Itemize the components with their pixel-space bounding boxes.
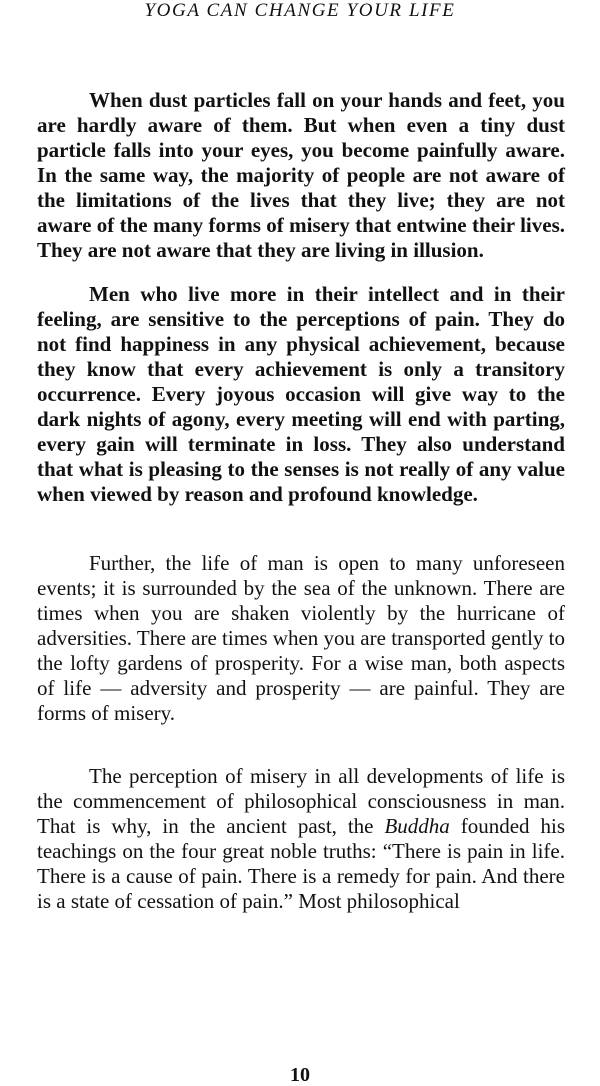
- buddha-italic: Buddha: [384, 814, 450, 838]
- paragraph-text-after-buddha: founded his teachings on the four great noble truths: “There is pain in life. There is a cause of pain. There is a remedy for pain. And there is a state of cessation of pain.” Most philosophical: [37, 814, 565, 913]
- page-number: 10: [290, 1064, 310, 1086]
- body-text: [37, 88, 565, 914]
- paragraph-text-before-buddha: The perception of misery in all developments of life is the commencement of philosophical consciousness in man. That is why, in the ancient past, the: [37, 764, 565, 838]
- paragraph-intellect-feeling: Men who live more in their intellect and in their feeling, are sensitive to the perceptions of pain. They do not find happiness in any physical achievement, because they know that every achievement is only a transitory occurrence. Every joyous occasion will give way to the dark nights of agony, every meeting will end with parting, every gain will terminate in loss. They also understand that what is pleasing to the senses is not really of any value when viewed by reason and profound knowledge.: [37, 282, 565, 506]
- paragraph-dust-particles: When dust particles fall on your hands and feet, you are hardly aware of them. But when even a tiny dust particle falls into your eyes, you become painfully aware. In the same way, the majority of people are not aware of the limitations of the lives that they live; they are not aware of the many forms of misery that entwine their lives. They are not aware that they are living in illusion.: [37, 88, 565, 262]
- paragraph-life-unforeseen: Further, the life of man is open to many unforeseen events; it is surrounded by the sea of the unknown. There are times when you are shaken violently by the hurricane of adversities. There are times when you are transported gently to the lofty gardens of prosperity. For a wise man, both aspects of life — adversity and prosperity — are painful. They are forms of misery.: [37, 551, 565, 725]
- running-header: YOGA CAN CHANGE YOUR LIFE: [144, 0, 456, 21]
- paragraph-perception-of-misery: [37, 764, 565, 914]
